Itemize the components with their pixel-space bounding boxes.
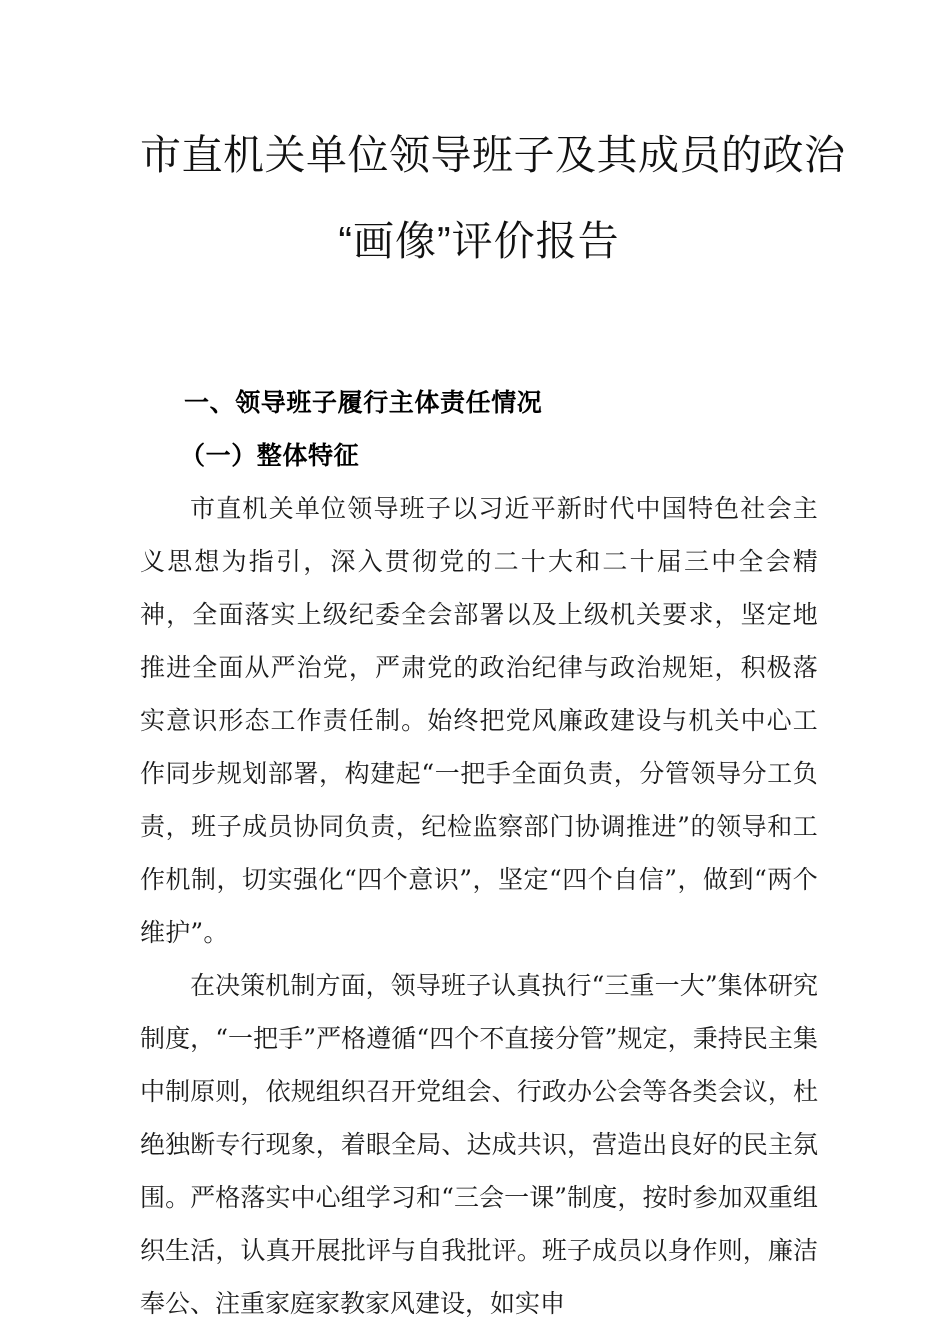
document-body <box>140 0 846 1330</box>
body-paragraph: 市直机关单位领导班子以习近平新时代中国特色社会主义思想为指引，深入贯彻党的二十大和二十届三中全会精神，全面落实上级纪委全会部署以及上级机关要求，坚定地推进全面从严治党，严肃党的政治纪律与政治规矩，积极落实意识形态工作责任制。始终把党风廉政建设与机关中心工作同步规划部署，构建起“一把手全面负责，分管领导分工负责，班子成员协同负责，纪检监察部门协调推进”的领导和工作机制，切实强化“四个意识”，坚定“四个自信”，做到“两个维护”。 <box>140 494 818 947</box>
document-title-block <box>140 0 846 284</box>
subsection-heading-1-1: （一）整体特征 <box>180 441 360 470</box>
section-heading-1: 一、领导班子履行主体责任情况 <box>184 388 543 417</box>
document-title-line-2: “画像”评价报告 <box>338 218 620 264</box>
document-title-line-1: 市直机关单位领导班子及其成员的政治 <box>140 132 846 178</box>
body-paragraph: 在决策机制方面，领导班子认真执行“三重一大”集体研究制度，“一把手”严格遵循“四个不直接分管”规定，秉持民主集中制原则，依规组织召开党组会、行政办公会等各类会议，杜绝独断专行现象，着眼全局、达成共识，营造出良好的民主氛围。严格落实中心组学习和“三会一课”制度，按时参加双重组织生活，认真开展批评与自我批评。班子成员以身作则，廉洁奉公、注重家庭家教家风建设，如实申 <box>140 971 818 1318</box>
